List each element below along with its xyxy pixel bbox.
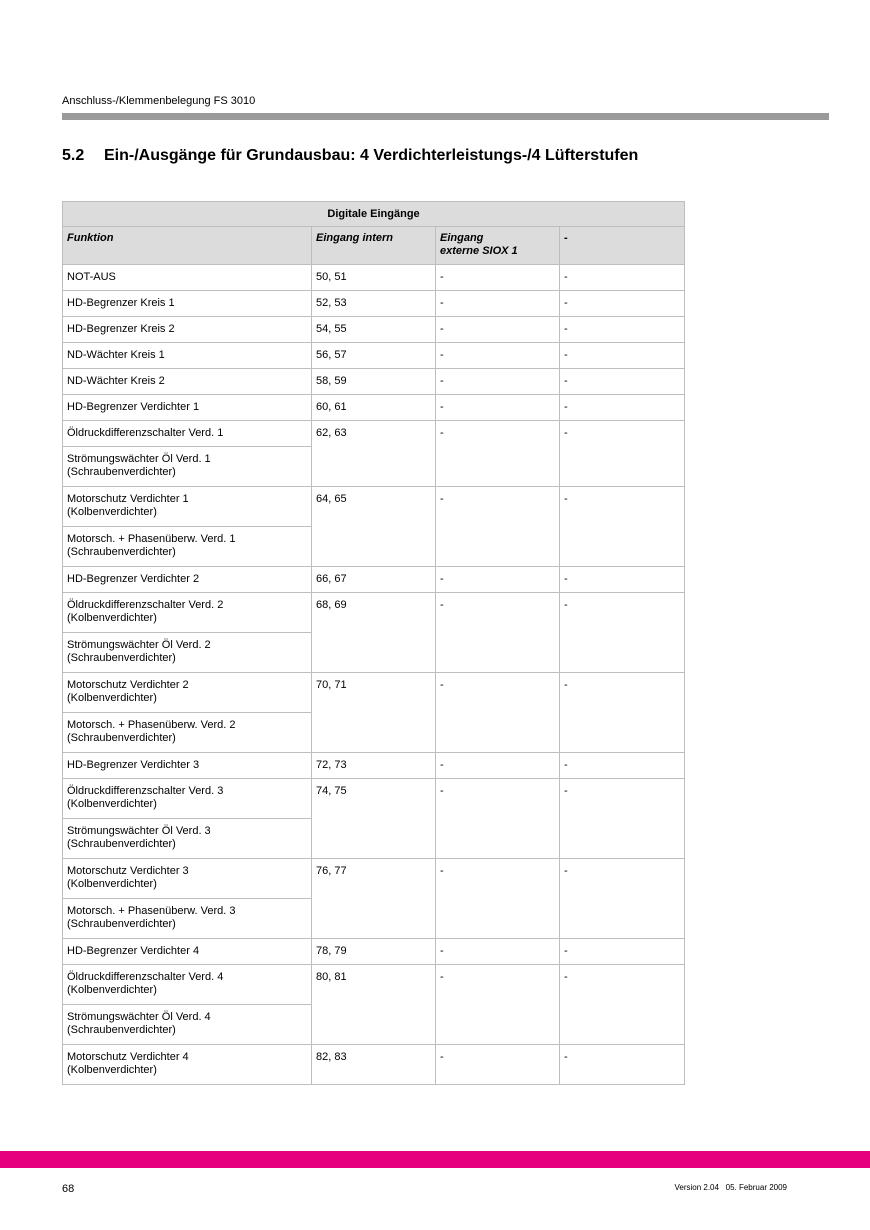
cell-line: (Schraubenverdichter): [67, 466, 176, 478]
cell-eingang-intern: 68, 69: [312, 593, 436, 673]
page-number: 68: [62, 1183, 75, 1195]
cell-extra: -: [560, 395, 685, 421]
cell-extra: -: [560, 265, 685, 291]
cell-funktion: HD-Begrenzer Verdichter 4: [63, 939, 312, 965]
cell-eingang-intern: 80, 81: [312, 965, 436, 1045]
cell-line: (Kolbenverdichter): [67, 612, 157, 624]
version-info: [674, 1183, 787, 1192]
column-header-siox-line2: externe SIOX 1: [440, 245, 518, 257]
version-date: 05. Februar 2009: [725, 1183, 787, 1192]
table-row: [63, 265, 685, 291]
cell-funktion: [63, 673, 312, 713]
cell-line: (Kolbenverdichter): [67, 984, 157, 996]
table-row: [63, 1045, 685, 1085]
digital-inputs-table: [62, 201, 685, 1085]
cell-funktion: HD-Begrenzer Kreis 2: [63, 317, 312, 343]
cell-line: (Kolbenverdichter): [67, 1064, 157, 1076]
cell-funktion: [63, 965, 312, 1005]
cell-eingang-siox: -: [436, 317, 560, 343]
cell-line: (Kolbenverdichter): [67, 878, 157, 890]
cell-extra: -: [560, 343, 685, 369]
cell-extra: -: [560, 291, 685, 317]
cell-eingang-intern: 64, 65: [312, 487, 436, 567]
cell-eingang-intern: 54, 55: [312, 317, 436, 343]
cell-eingang-siox: -: [436, 369, 560, 395]
cell-line: (Schraubenverdichter): [67, 918, 176, 930]
cell-line: Motorschutz Verdichter 2: [67, 679, 189, 691]
cell-eingang-intern: 70, 71: [312, 673, 436, 753]
cell-funktion: [63, 779, 312, 819]
section-title-text: Ein-/Ausgänge für Grundausbau: 4 Verdichterleistungs-/4 Lüfterstufen: [104, 147, 639, 164]
column-header-extra: -: [560, 227, 685, 265]
table-group-header: Digitale Eingänge: [63, 202, 685, 227]
cell-extra: -: [560, 779, 685, 859]
cell-funktion-alt: [63, 1005, 312, 1045]
cell-eingang-intern: 50, 51: [312, 265, 436, 291]
cell-funktion: ND-Wächter Kreis 2: [63, 369, 312, 395]
cell-line: Öldruckdifferenzschalter Verd. 4: [67, 971, 224, 983]
cell-eingang-siox: -: [436, 395, 560, 421]
footer-band: [0, 1151, 870, 1168]
cell-line: (Schraubenverdichter): [67, 652, 176, 664]
cell-eingang-intern: 60, 61: [312, 395, 436, 421]
cell-extra: -: [560, 369, 685, 395]
cell-line: Motorschutz Verdichter 4: [67, 1051, 189, 1063]
table-row: [63, 369, 685, 395]
running-header: Anschluss-/Klemmenbelegung FS 3010: [62, 95, 256, 107]
table-row: [63, 567, 685, 593]
cell-eingang-intern: 62, 63: [312, 421, 436, 487]
cell-funktion: HD-Begrenzer Verdichter 1: [63, 395, 312, 421]
cell-line: Strömungswächter Öl Verd. 3: [67, 825, 211, 837]
cell-eingang-siox: -: [436, 859, 560, 939]
cell-funktion: [63, 487, 312, 527]
cell-funktion: NOT-AUS: [63, 265, 312, 291]
column-header-siox-line1: Eingang: [440, 232, 484, 244]
cell-extra: -: [560, 317, 685, 343]
cell-eingang-siox: -: [436, 421, 560, 487]
table-row: [63, 673, 685, 713]
cell-funktion: ND-Wächter Kreis 1: [63, 343, 312, 369]
table-row: [63, 395, 685, 421]
cell-eingang-siox: -: [436, 291, 560, 317]
cell-funktion: HD-Begrenzer Verdichter 2: [63, 567, 312, 593]
cell-eingang-siox: -: [436, 965, 560, 1045]
cell-funktion-alt: [63, 713, 312, 753]
cell-extra: -: [560, 487, 685, 567]
table-row: [63, 939, 685, 965]
table-row: [63, 753, 685, 779]
table-body: [63, 265, 685, 1085]
cell-eingang-intern: 78, 79: [312, 939, 436, 965]
table-row: [63, 343, 685, 369]
cell-extra: -: [560, 567, 685, 593]
cell-eingang-intern: 56, 57: [312, 343, 436, 369]
table-row: [63, 487, 685, 527]
cell-line: Strömungswächter Öl Verd. 4: [67, 1011, 211, 1023]
cell-funktion: [63, 1045, 312, 1085]
cell-eingang-siox: -: [436, 343, 560, 369]
cell-eingang-siox: -: [436, 939, 560, 965]
cell-line: Öldruckdifferenzschalter Verd. 2: [67, 599, 224, 611]
cell-extra: -: [560, 859, 685, 939]
cell-line: (Schraubenverdichter): [67, 1024, 176, 1036]
cell-line: Motorsch. + Phasenüberw. Verd. 2: [67, 719, 236, 731]
cell-funktion: Öldruckdifferenzschalter Verd. 1: [63, 421, 312, 447]
cell-extra: -: [560, 421, 685, 487]
cell-funktion: [63, 593, 312, 633]
cell-line: Motorschutz Verdichter 3: [67, 865, 189, 877]
table-row: [63, 859, 685, 899]
cell-eingang-siox: -: [436, 265, 560, 291]
cell-extra: -: [560, 1045, 685, 1085]
cell-funktion: HD-Begrenzer Verdichter 3: [63, 753, 312, 779]
cell-line: Motorschutz Verdichter 1: [67, 493, 189, 505]
cell-funktion-alt: [63, 633, 312, 673]
cell-funktion-alt: [63, 819, 312, 859]
cell-line: (Schraubenverdichter): [67, 546, 176, 558]
section-number: 5.2: [62, 147, 85, 164]
column-header-funktion: Funktion: [63, 227, 312, 265]
table-row: [63, 421, 685, 447]
cell-funktion-alt: [63, 899, 312, 939]
cell-line: Motorsch. + Phasenüberw. Verd. 1: [67, 533, 236, 545]
cell-line: (Kolbenverdichter): [67, 798, 157, 810]
cell-line: (Kolbenverdichter): [67, 692, 157, 704]
column-header-eingang-siox: [436, 227, 560, 265]
cell-line: Öldruckdifferenzschalter Verd. 3: [67, 785, 224, 797]
cell-line: Strömungswächter Öl Verd. 1: [67, 453, 211, 465]
cell-line: Motorsch. + Phasenüberw. Verd. 3: [67, 905, 236, 917]
header-rule: [62, 113, 829, 120]
cell-eingang-siox: -: [436, 1045, 560, 1085]
table-row: [63, 779, 685, 819]
cell-eingang-siox: -: [436, 593, 560, 673]
cell-eingang-intern: 58, 59: [312, 369, 436, 395]
cell-eingang-intern: 66, 67: [312, 567, 436, 593]
cell-line: Strömungswächter Öl Verd. 2: [67, 639, 211, 651]
cell-eingang-siox: -: [436, 753, 560, 779]
cell-eingang-intern: 74, 75: [312, 779, 436, 859]
cell-eingang-intern: 52, 53: [312, 291, 436, 317]
cell-funktion: HD-Begrenzer Kreis 1: [63, 291, 312, 317]
cell-eingang-intern: 82, 83: [312, 1045, 436, 1085]
cell-line: (Schraubenverdichter): [67, 838, 176, 850]
cell-line: (Schraubenverdichter): [67, 732, 176, 744]
cell-eingang-intern: 72, 73: [312, 753, 436, 779]
table-row: [63, 317, 685, 343]
cell-funktion: [63, 859, 312, 899]
cell-extra: -: [560, 939, 685, 965]
cell-line: (Kolbenverdichter): [67, 506, 157, 518]
cell-extra: -: [560, 593, 685, 673]
cell-eingang-siox: -: [436, 567, 560, 593]
cell-funktion-alt: [63, 447, 312, 487]
cell-eingang-siox: -: [436, 779, 560, 859]
cell-extra: -: [560, 965, 685, 1045]
cell-eingang-siox: -: [436, 673, 560, 753]
table-row: [63, 965, 685, 1005]
section-title: [62, 147, 638, 165]
cell-extra: -: [560, 753, 685, 779]
cell-eingang-intern: 76, 77: [312, 859, 436, 939]
cell-funktion-alt: [63, 527, 312, 567]
column-header-eingang-intern: Eingang intern: [312, 227, 436, 265]
cell-extra: -: [560, 673, 685, 753]
version-label: Version 2.04: [674, 1183, 719, 1192]
cell-eingang-siox: -: [436, 487, 560, 567]
table-row: [63, 593, 685, 633]
table-row: [63, 291, 685, 317]
